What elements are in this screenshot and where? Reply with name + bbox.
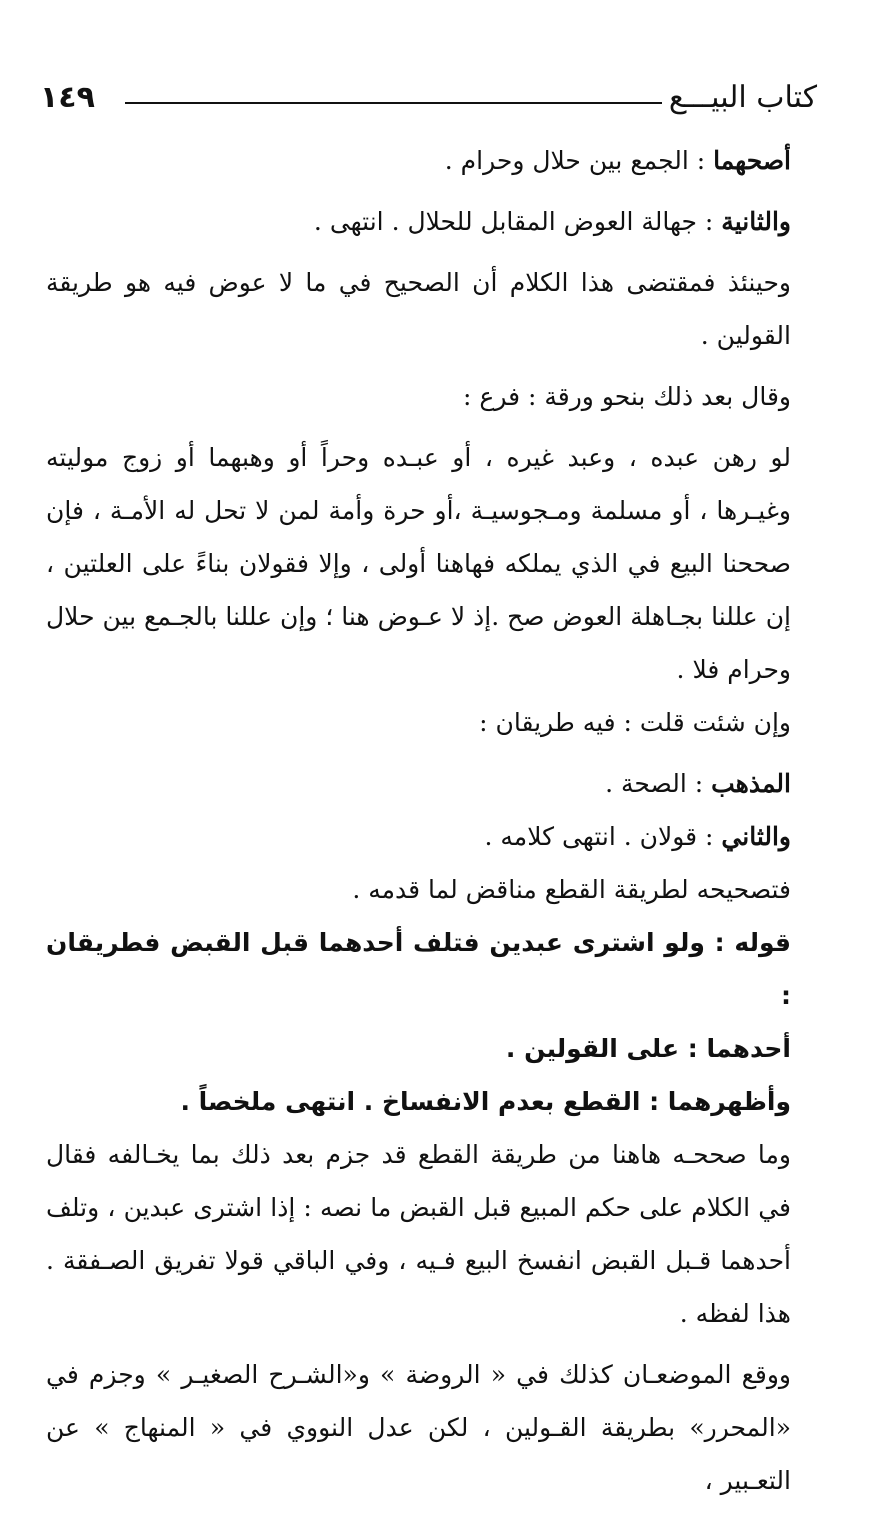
paragraph: لو رهن عبده ، وعبد غيره ، أو عبـده وحراً أو وهبهما أو زوج موليته وغيـرها ، أو مسلمة ومـجوسيـة ،أو حرة وأمة لمن لا تحل له الأمـة ، فإن صححنا البيع في الذي يملكه فهاهنا أولى ، وإلا فقولان بناءً على العلتين ، إن عللنا بجـاهلة العوض صح .إذ لا عـوض هنا ؛ وإن عللنا بالجـمع بين حلال وحرام فلا . — [46, 443, 791, 684]
paragraph-text: : الجمع بين حلال وحرام . — [444, 146, 714, 175]
quoted-heading: قوله : ولو اشترى عبدين فتلف أحدهما قبل القبض فطريقان : — [46, 928, 791, 1010]
paragraph-lead: المذهب — [711, 769, 791, 798]
paragraph: وما صححـه هاهنا من طريقة القطع قد جزم بعد ذلك بما يخـالفه فقال في الكلام على حكم المبيع قبل القبض ما نصه : إذا اشترى عبدين ، وتلف أحدهما قـبل القبض انفسخ البيع فـيه ، وفي الباقي قولا تفريق الصـفقة . هذا لفظه . — [46, 1140, 791, 1328]
paragraph — [46, 757, 817, 810]
page-number: ١٤٩ — [40, 80, 95, 115]
paragraph — [46, 134, 817, 187]
paragraph-lead: والثانية — [721, 207, 791, 236]
paragraph: فتصحيحه لطريقة القطع مناقض لما قدمه . — [352, 875, 791, 904]
running-title: كتاب البيـــع — [668, 80, 817, 115]
paragraph — [46, 195, 817, 248]
paragraph: وقال بعد ذلك بنحو ورقة : فرع : — [463, 382, 791, 411]
paragraph-text: : الصحة . — [605, 769, 712, 798]
paragraph-lead: أصحهما — [713, 146, 791, 175]
paragraph-lead: والثاني — [721, 822, 791, 851]
quoted-heading: وأظهرهما : القطع بعدم الانفساخ . انتهى ملخصاً . — [180, 1087, 791, 1116]
page-header — [40, 78, 817, 124]
quoted-heading: أحدهما : على القولين . — [505, 1034, 791, 1063]
paragraph: وحينئذ فمقتضى هذا الكلام أن الصحيح في ما لا عوض فيه هو طريقة القولين . — [46, 268, 791, 350]
paragraph-text: : قولان . انتهى كلامه . — [484, 822, 722, 851]
paragraph-text: : جهالة العوض المقابل للحلال . انتهى . — [313, 207, 722, 236]
header-rule — [125, 102, 662, 104]
paragraph — [46, 810, 817, 863]
paragraph: ووقع الموضعـان كذلك في « الروضة » و«الشـرح الصغيـر » وجزم في «المحرر» بطريقة القـولين ، لكن عدل النووي في « المنهاج » عن التعـبير ، — [46, 1360, 791, 1495]
paragraph: وإن شئت قلت : فيه طريقان : — [479, 708, 791, 737]
body-text — [46, 134, 817, 1515]
